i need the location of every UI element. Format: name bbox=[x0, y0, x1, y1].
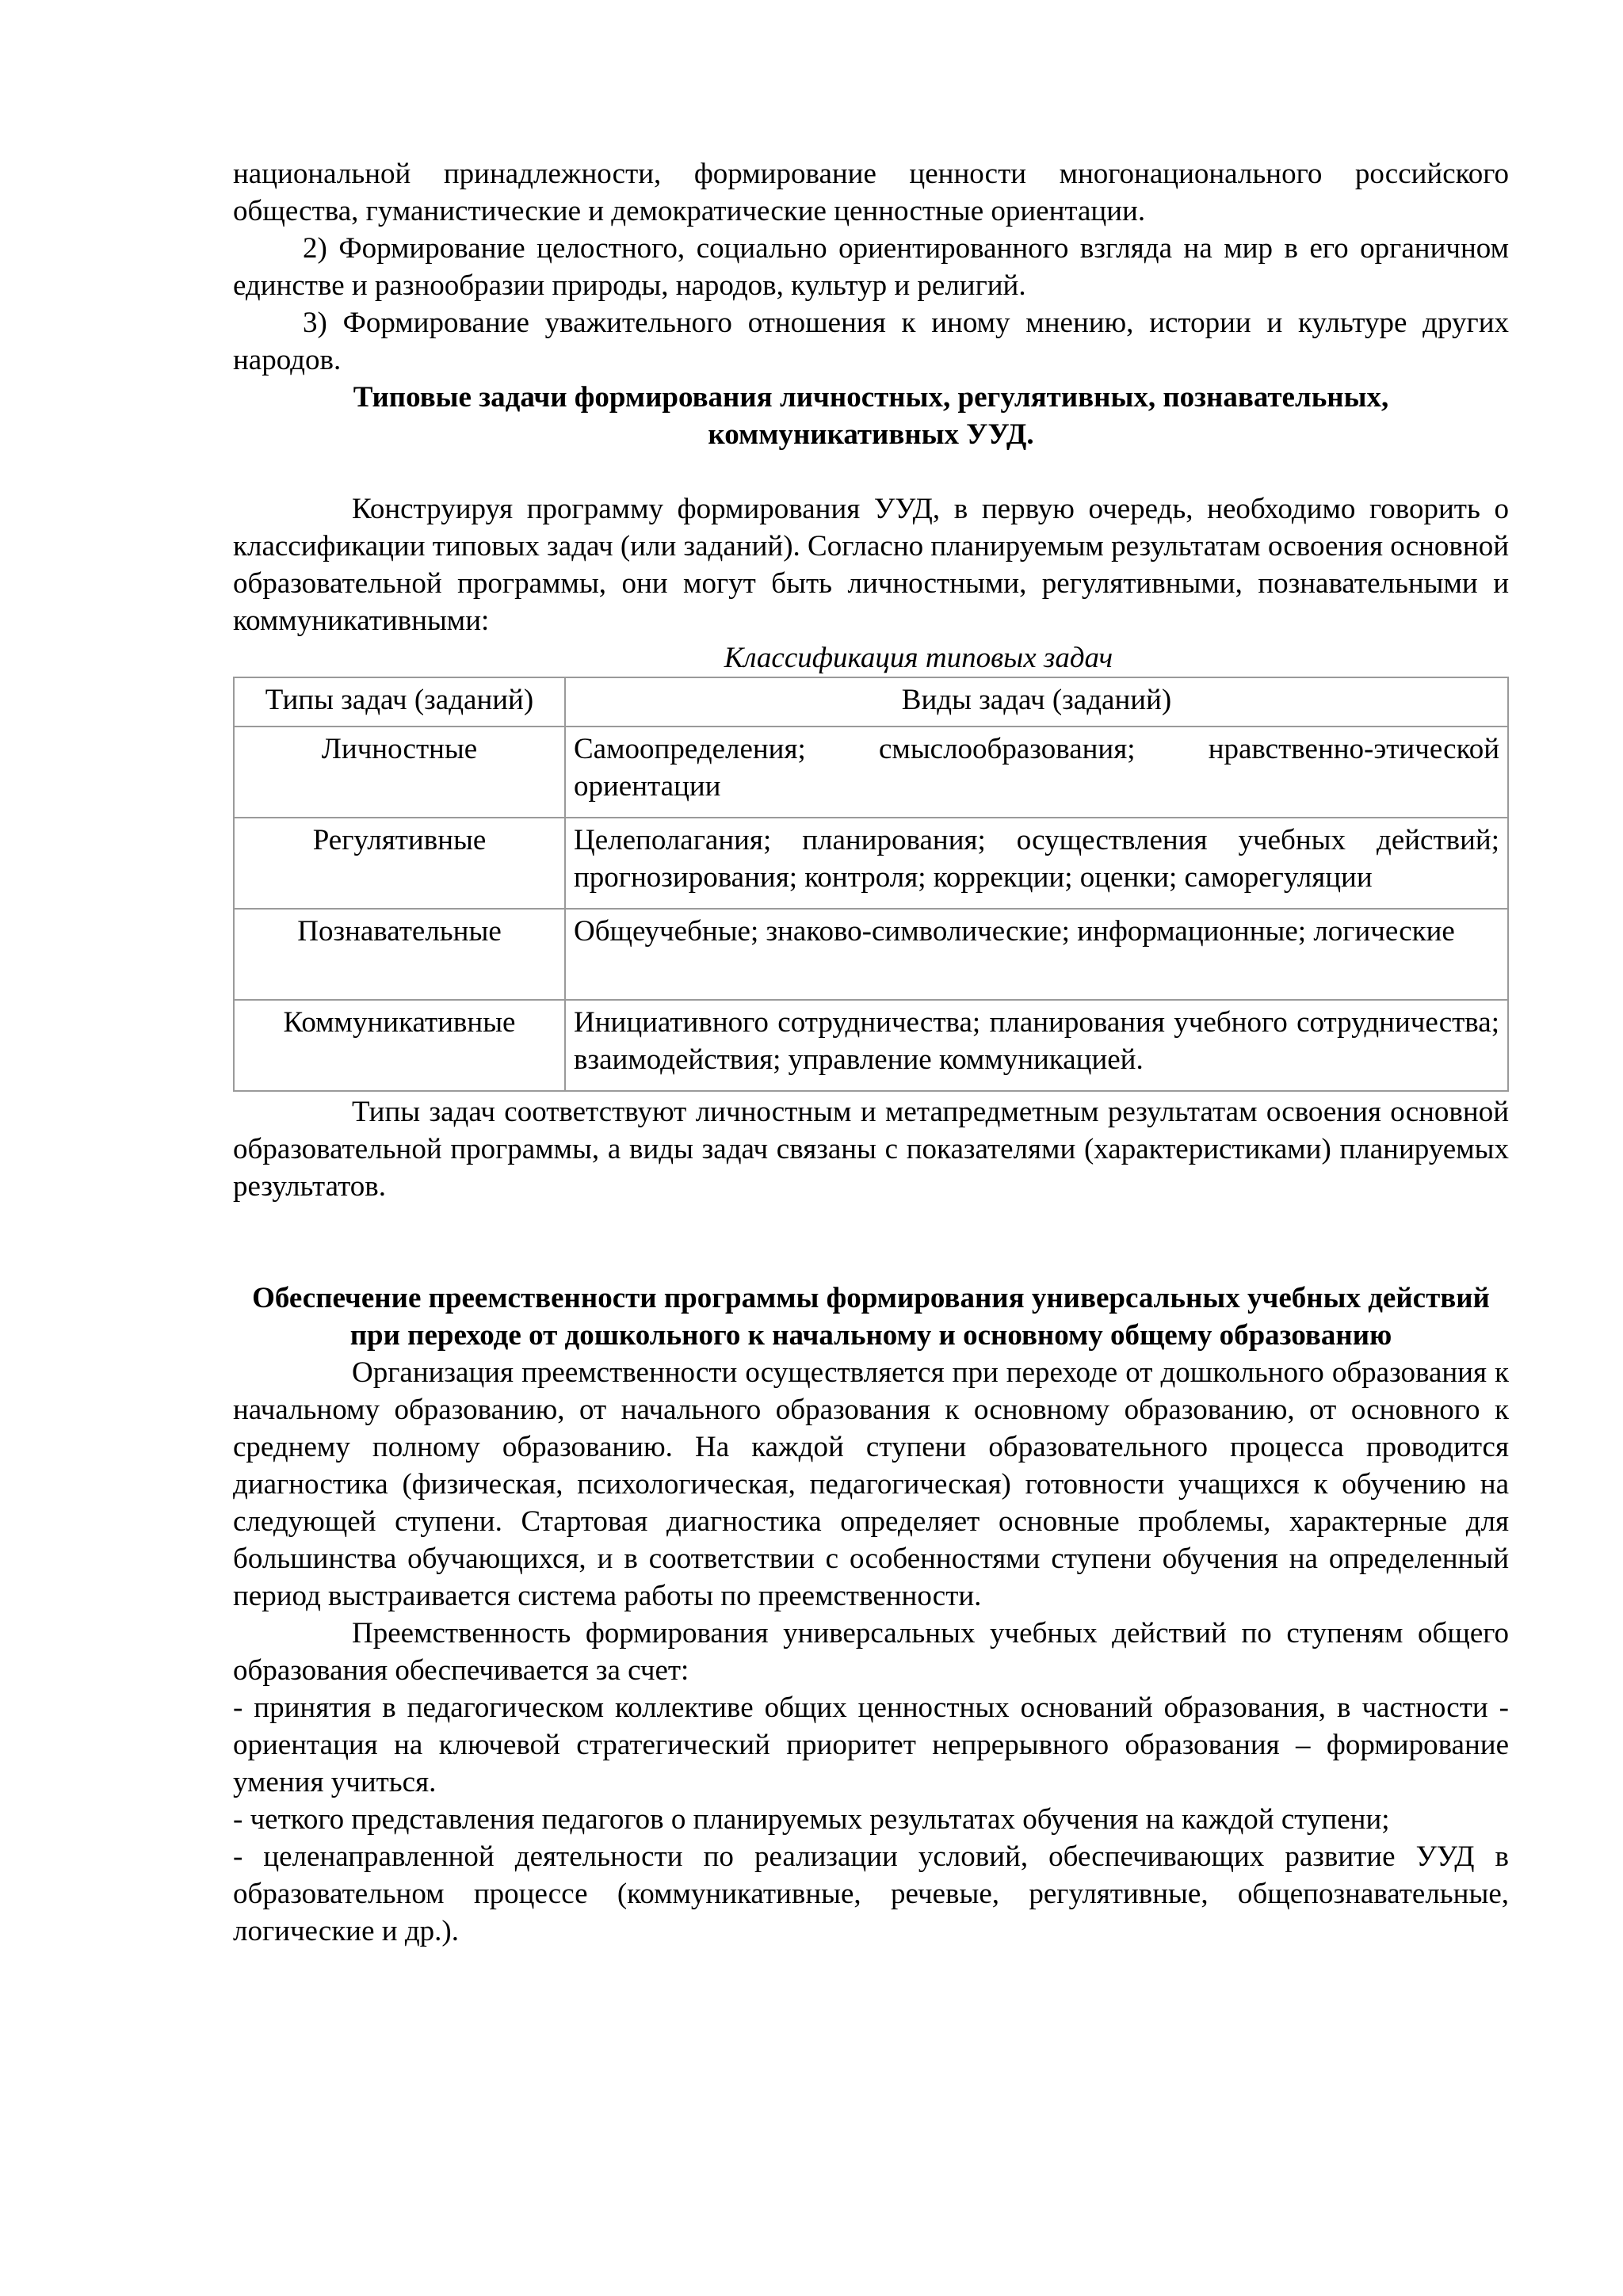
table-row bbox=[234, 1000, 1508, 1091]
table-header-row bbox=[234, 677, 1508, 727]
classification-table bbox=[233, 677, 1509, 1092]
table-row bbox=[234, 818, 1508, 909]
table-cell-kinds: Инициативного сотрудничества; планирования учебного сотрудничества; взаимодействия; управление коммуникацией. bbox=[565, 1000, 1508, 1091]
table-row bbox=[234, 727, 1508, 818]
blank-line bbox=[233, 453, 1509, 490]
document-page bbox=[233, 155, 1509, 1950]
section-gap bbox=[233, 1205, 1509, 1280]
table-cell-type: Коммуникативные bbox=[234, 1000, 565, 1091]
section2-paragraph-1: Организация преемственности осуществляется при переходе от дошкольного образования к начальному образованию, от начального образования к основному образованию, от основного к среднему полному образованию. На каждой ступени образовательного процесса проводится диагностика (физическая, психологическая, педагогическая) готовности учащихся к обучению на следующей ступени. Стартовая диагностика определяет основные проблемы, характерные для большинства обучающихся, и в соответствии с особенностями ступени обучения на определенный период выстраивается система работы по преемственности. bbox=[233, 1356, 1509, 1612]
intro-paragraph-2: 2) Формирование целостного, социально ориентированного взгляда на мир в его органичном единстве и разнообразии природы, народов, культур и религий. bbox=[233, 232, 1509, 302]
list-item: - целенаправленной деятельности по реализации условий, обеспечивающих развитие УУД в образовательном процессе (коммуникативные, речевые, регулятивные, общепознавательные, логические и др.). bbox=[233, 1840, 1509, 1947]
table-header-types: Типы задач (заданий) bbox=[234, 677, 565, 727]
table-row bbox=[234, 909, 1508, 1000]
section1-title: Типовые задачи формирования личностных, регулятивных, познавательных, коммуникативных УУД. bbox=[353, 381, 1389, 451]
table-cell-kinds: Общеучебные; знаково-символические; информационные; логические bbox=[565, 909, 1508, 1000]
table-cell-type: Познавательные bbox=[234, 909, 565, 1000]
intro-paragraph-3: 3) Формирование уважительного отношения к иному мнению, истории и культуре других народов. bbox=[233, 307, 1509, 376]
after-table-paragraph: Типы задач соответствуют личностным и метапредметным результатам освоения основной образовательной программы, а виды задач связаны с показателями (характеристиками) планируемых результатов. bbox=[233, 1096, 1509, 1203]
table-caption: Классификация типовых задач bbox=[724, 642, 1113, 674]
table-cell-type: Личностные bbox=[234, 727, 565, 818]
section2-paragraph-2: Преемственность формирования универсальных учебных действий по ступеням общего образования обеспечивается за счет: bbox=[233, 1617, 1509, 1687]
table-cell-type: Регулятивные bbox=[234, 818, 565, 909]
section2-title: Обеспечение преемственности программы формирования универсальных учебных действий при переходе от дошкольного к начальному и основному общему образованию bbox=[252, 1282, 1490, 1352]
list-item: - принятия в педагогическом коллективе общих ценностных оснований образования, в частности - ориентация на ключевой стратегический приоритет непрерывного образования – формирование умения учиться. bbox=[233, 1691, 1509, 1798]
table-cell-kinds: Целеполагания; планирования; осуществления учебных действий; прогнозирования; контроля; коррекции; оценки; саморегуляции bbox=[565, 818, 1508, 909]
table-cell-kinds: Самоопределения; смыслообразования; нравственно-этической ориентации bbox=[565, 727, 1508, 818]
table-header-kinds: Виды задач (заданий) bbox=[565, 677, 1508, 727]
list-item: - четкого представления педагогов о планируемых результатах обучения на каждой ступени; bbox=[233, 1803, 1390, 1836]
section1-paragraph: Конструируя программу формирования УУД, в первую очередь, необходимо говорить о классификации типовых задач (или заданий). Согласно планируемым результатам освоения основной образовательной программы, они могут быть личностными, регулятивными, познавательными и коммуникативными: bbox=[233, 493, 1509, 637]
intro-paragraph-1: национальной принадлежности, формирование ценности многонационального российского общества, гуманистические и демократические ценностные ориентации. bbox=[233, 158, 1509, 227]
